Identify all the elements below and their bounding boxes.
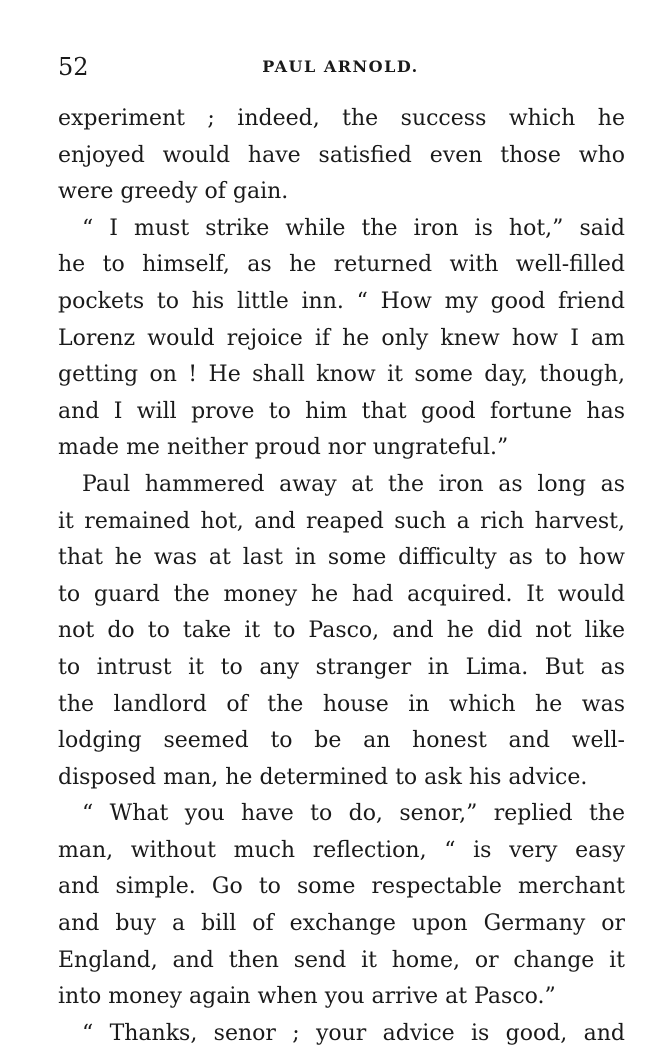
- text-line: pockets to his little inn. “ How my good friend: [58, 288, 625, 314]
- text-line: into money again when you arrive at Pasco.”: [58, 984, 556, 1010]
- text-line: and buy a bill of exchange upon Germany or: [58, 911, 625, 937]
- text-line: man, without much reflection, “ is very easy: [58, 837, 625, 863]
- text-line: it remained hot, and reaped such a rich harvest,: [58, 508, 625, 534]
- text-line: Lorenz would rejoice if he only knew how I am: [58, 325, 625, 351]
- body-text: [58, 101, 625, 1052]
- running-head: [58, 50, 623, 84]
- text-line: “ I must strike while the iron is hot,” said: [82, 215, 625, 241]
- text-line: and I will prove to him that good fortune has: [58, 398, 625, 424]
- running-title: PAUL ARNOLD.: [262, 57, 419, 76]
- text-line: lodging seemed to be an honest and well-: [58, 728, 625, 754]
- text-line: not do to take it to Pasco, and he did not like: [58, 618, 625, 644]
- text-line: to intrust it to any stranger in Lima. But as: [58, 654, 625, 680]
- text-line: “ Thanks, senor ; your advice is good, and: [82, 1020, 625, 1046]
- text-line: were greedy of gain.: [58, 179, 289, 205]
- text-line: the landlord of the house in which he was: [58, 691, 625, 717]
- text-line: experiment ; indeed, the success which he: [58, 106, 625, 131]
- text-line: made me neither proud nor ungrateful.”: [58, 435, 509, 461]
- text-line: enjoyed would have satisfied even those who: [58, 142, 625, 168]
- text-line: that he was at last in some difficulty as to how: [58, 545, 625, 571]
- text-line: disposed man, he determined to ask his advice.: [58, 764, 588, 790]
- text-line: getting on ! He shall know it some day, though,: [58, 362, 625, 388]
- page-number: 52: [58, 53, 89, 81]
- text-line: “ What you have to do, senor,” replied the: [82, 801, 625, 827]
- text-line: Paul hammered away at the iron as long as: [82, 471, 625, 497]
- text-line: England, and then send it home, or change it: [58, 947, 625, 973]
- text-line: and simple. Go to some respectable merchant: [58, 874, 625, 900]
- text-line: he to himself, as he returned with well-filled: [58, 252, 625, 278]
- text-line: to guard the money he had acquired. It would: [58, 581, 625, 607]
